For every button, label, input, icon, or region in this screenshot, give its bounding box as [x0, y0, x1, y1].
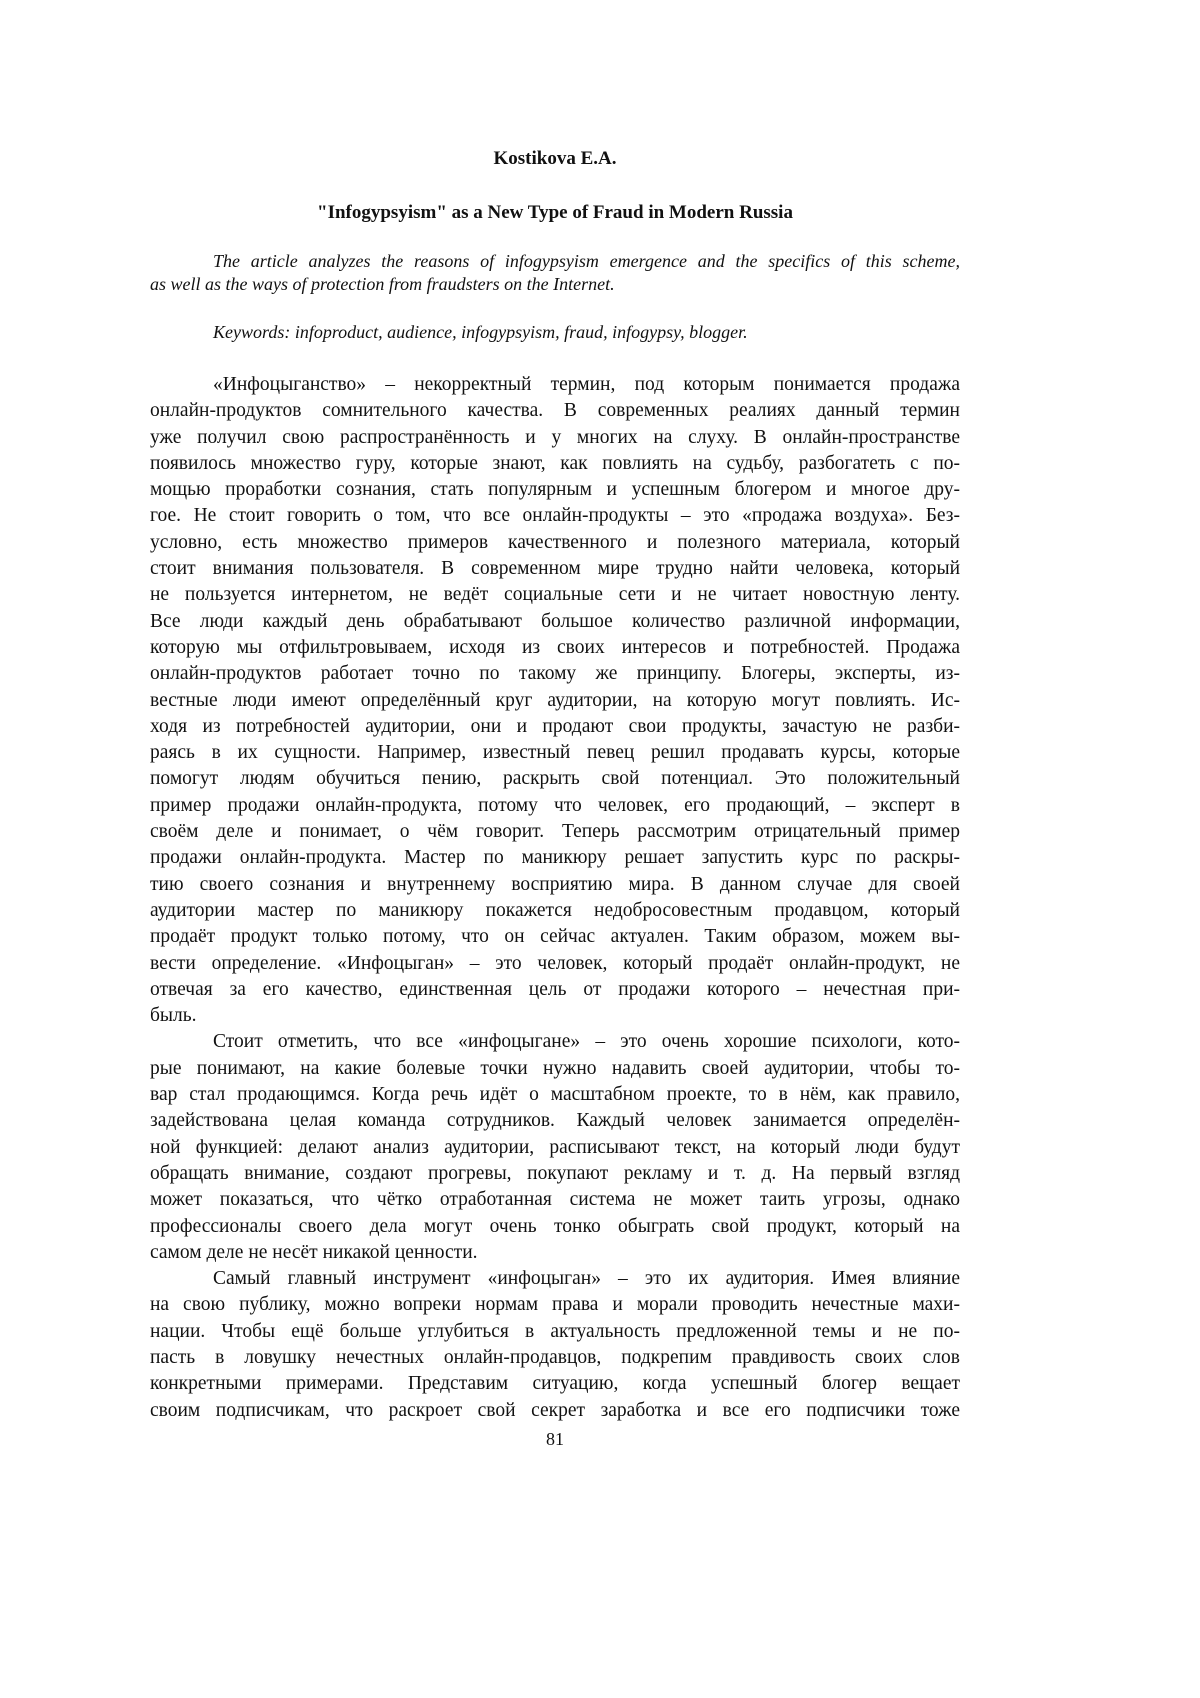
text-line: вар стал продающимся. Когда речь идёт о масштабном проекте, то в нём, как правило, — [150, 1082, 960, 1108]
text-line: самом деле не несёт никакой ценности. — [150, 1240, 960, 1266]
text-line: мощью проработки сознания, стать популярным и успешным блогером и многое дру- — [150, 477, 960, 503]
text-line: профессионалы своего дела могут очень тонко обыграть свой продукт, который на — [150, 1214, 960, 1240]
text-line: которую мы отфильтровываем, исходя из своих интересов и потребностей. Продажа — [150, 635, 960, 661]
text-line: задействована целая команда сотрудников. Каждый человек занимается определён- — [150, 1108, 960, 1134]
text-line: пасть в ловушку нечестных онлайн-продавцов, подкрепим правдивость своих слов — [150, 1345, 960, 1371]
text-line: ной функцией: делают анализ аудитории, расписывают текст, на который люди будут — [150, 1135, 960, 1161]
text-line: продажи онлайн-продукта. Мастер по маникюру решает запустить курс по раскры- — [150, 845, 960, 871]
text-line: обращать внимание, создают прогревы, покупают рекламу и т. д. На первый взгляд — [150, 1161, 960, 1187]
paragraph — [150, 372, 960, 1029]
text-line: не пользуется интернетом, не ведёт социальные сети и не читает новостную ленту. — [150, 582, 960, 608]
keywords: Keywords: infoproduct, audience, infogypsyism, fraud, infogypsy, blogger. — [150, 321, 1023, 344]
text-line: продаёт продукт только потому, что он сейчас актуален. Таким образом, можем вы- — [150, 924, 960, 950]
text-line: быль. — [150, 1003, 960, 1029]
abstract-line: as well as the ways of protection from fraudsters on the Internet. — [150, 273, 960, 296]
abstract — [150, 250, 960, 296]
text-line: вестные люди имеют определённый круг аудитории, на которую могут повлиять. Ис- — [150, 688, 960, 714]
text-line: раясь в их сущности. Например, известный певец решил продавать курсы, которые — [150, 740, 960, 766]
text-line: онлайн-продуктов работает точно по такому же принципу. Блогеры, эксперты, из- — [150, 661, 960, 687]
text-line: «Инфоцыганство» – некорректный термин, под которым понимается продажа — [150, 372, 960, 398]
article-body — [150, 372, 960, 1424]
text-line: уже получил свою распространённость и у многих на слуху. В онлайн-пространстве — [150, 425, 960, 451]
text-line: конкретными примерами. Представим ситуацию, когда успешный блогер вещает — [150, 1371, 960, 1397]
text-line: своим подписчикам, что раскроет свой секрет заработка и все его подписчики тоже — [150, 1398, 960, 1424]
text-line: нации. Чтобы ещё больше углубиться в актуальность предложенной темы и не по- — [150, 1319, 960, 1345]
text-line: рые понимают, на какие болевые точки нужно надавить своей аудитории, чтобы то- — [150, 1056, 960, 1082]
text-line: тию своего сознания и внутреннему восприятию мира. В данном случае для своей — [150, 872, 960, 898]
text-line: появилось множество гуру, которые знают, как повлиять на судьбу, разбогатеть с по- — [150, 451, 960, 477]
paragraph — [150, 1266, 960, 1424]
text-line: аудитории мастер по маникюру покажется недобросовестным продавцом, который — [150, 898, 960, 924]
text-line: Самый главный инструмент «инфоцыган» – это их аудитория. Имея влияние — [150, 1266, 960, 1292]
text-line: Все люди каждый день обрабатывают большое количество различной информации, — [150, 609, 960, 635]
text-line: на свою публику, можно вопреки нормам права и морали проводить нечестные махи- — [150, 1292, 960, 1318]
text-line: вести определение. «Инфоцыган» – это человек, который продаёт онлайн-продукт, не — [150, 951, 960, 977]
text-line: онлайн-продуктов сомнительного качества. В современных реалиях данный термин — [150, 398, 960, 424]
paragraph — [150, 1029, 960, 1266]
page-number: 81 — [150, 1429, 960, 1450]
text-line: ходя из потребностей аудитории, они и продают свои продукты, зачастую не разби- — [150, 714, 960, 740]
text-line: гое. Не стоит говорить о том, что все онлайн-продукты – это «продажа воздуха». Без- — [150, 503, 960, 529]
abstract-line: The article analyzes the reasons of infogypsyism emergence and the specifics of this scheme, — [150, 250, 960, 273]
text-line: Стоит отметить, что все «инфоцыгане» – это очень хорошие психологи, кото- — [150, 1029, 960, 1055]
text-line: своём деле и понимает, о чём говорит. Теперь рассмотрим отрицательный пример — [150, 819, 960, 845]
text-line: стоит внимания пользователя. В современном мире трудно найти человека, который — [150, 556, 960, 582]
text-line: отвечая за его качество, единственная цель от продажи которого – нечестная при- — [150, 977, 960, 1003]
article-title: "Infogypsyism" as a New Type of Fraud in Modern Russia — [150, 202, 960, 224]
text-line: может показаться, что чётко отработанная система не может таить угрозы, однако — [150, 1187, 960, 1213]
text-line: помогут людям обучиться пению, раскрыть свой потенциал. Это положительный — [150, 766, 960, 792]
author-name: Kostikova E.A. — [150, 148, 960, 170]
text-line: условно, есть множество примеров качественного и полезного материала, который — [150, 530, 960, 556]
text-line: пример продажи онлайн-продукта, потому что человек, его продающий, – эксперт в — [150, 793, 960, 819]
